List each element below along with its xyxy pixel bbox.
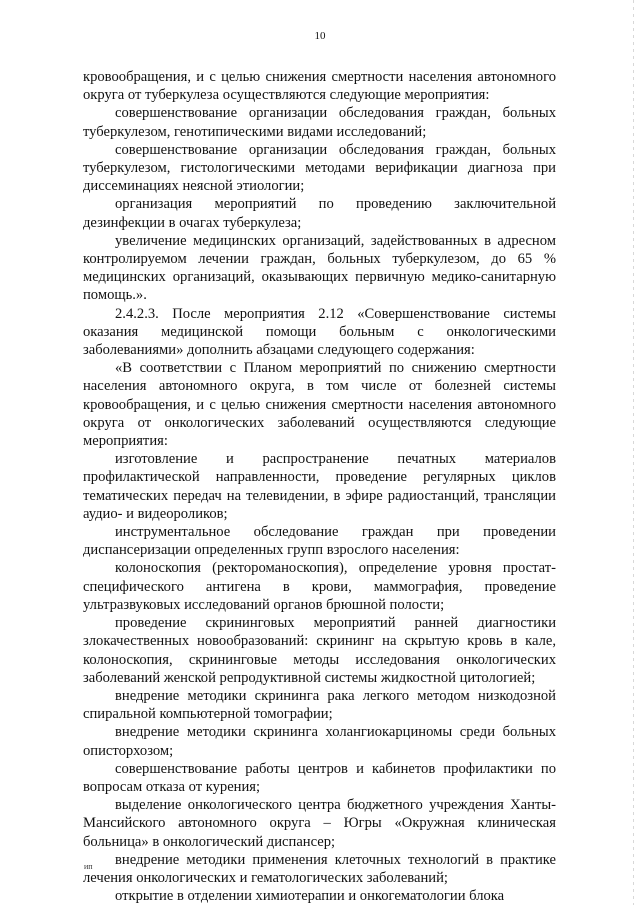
footer-mark: ип	[84, 862, 93, 871]
paragraph: внедрение методики применения клеточных технологий в практике лечения онкологических и гематологических заболеваний;	[83, 851, 556, 886]
paragraph: совершенствование организации обследования граждан, больных туберкулезом, генотипическими видами исследований;	[83, 105, 556, 140]
paragraph: инструментальное обследование граждан при проведении диспансеризации определенных групп взрослого населения:	[83, 524, 556, 559]
paragraph: выделение онкологического центра бюджетного учреждения Ханты-Мансийского автономного округа – Югры «Окружная клиническая больница» в онкологический диспансер;	[83, 797, 556, 850]
paragraph: изготовление и распространение печатных материалов профилактической направленности, проведение регулярных циклов тематических передач на телевидении, в эфире радиостанций, трансляции аудио- и видеороликов;	[83, 451, 556, 522]
paragraph: совершенствование работы центров и кабинетов профилактики по вопросам отказа от курения;	[83, 760, 556, 795]
paragraph: увеличение медицинских организаций, задействованных в адресном контролируемом лечении граждан, больных туберкулезом, до 65 % медицинских организаций, оказывающих первичную медико-санитарную помощь.».	[83, 232, 556, 304]
scan-edge-line	[633, 0, 634, 905]
paragraph: «В соответствии с Планом мероприятий по снижению смертности населения автономного округа, в том числе от болезней системы кровообращения, и с целью снижения смертности населения автономного округа от онкологических заболеваний осуществляются следующие мероприятия:	[83, 360, 556, 450]
paragraph-section-2-4-2-3: 2.4.2.3. После мероприятия 2.12 «Совершенствование системы оказания медицинской помощи больным с онкологическими заболеваниями» дополнить абзацами следующего содержания:	[83, 305, 556, 359]
paragraph: внедрение методики скрининга холангиокарциномы среди больных описторхозом;	[83, 724, 556, 759]
paragraph: внедрение методики скрининга рака легкого методом низкодозной спиральной компьютерной томографии;	[83, 687, 556, 723]
paragraph: открытие в отделении химиотерапии и онкогематологии блока	[115, 888, 505, 905]
paragraph: проведение скрининговых мероприятий ранней диагностики злокачественных новообразований: скрининг на скрытую кровь в кале, колоноскопия, скрининговые методы исследования онкологических заболеваний женской репродуктивной системы жидкостной цитологией;	[83, 615, 556, 686]
paragraph-continuation: кровообращения, и с целью снижения смертности населения автономного округа от туберкулеза осуществляются следующие мероприятия:	[83, 69, 556, 104]
paragraph: организация мероприятий по проведению заключительной дезинфекции в очагах туберкулеза;	[83, 196, 556, 231]
paragraph: совершенствование организации обследования граждан, больных туберкулезом, гистологическими методами верификации диагноза при диссеминациях неясной этиологии;	[83, 141, 556, 195]
document-body	[83, 68, 556, 905]
page-number: 10	[314, 30, 326, 42]
paragraph: колоноскопия (ректороманоскопия), определение уровня простат-специфического антигена в крови, маммография, проведение ультразвуковых исследований органов брюшной полости;	[83, 560, 556, 613]
